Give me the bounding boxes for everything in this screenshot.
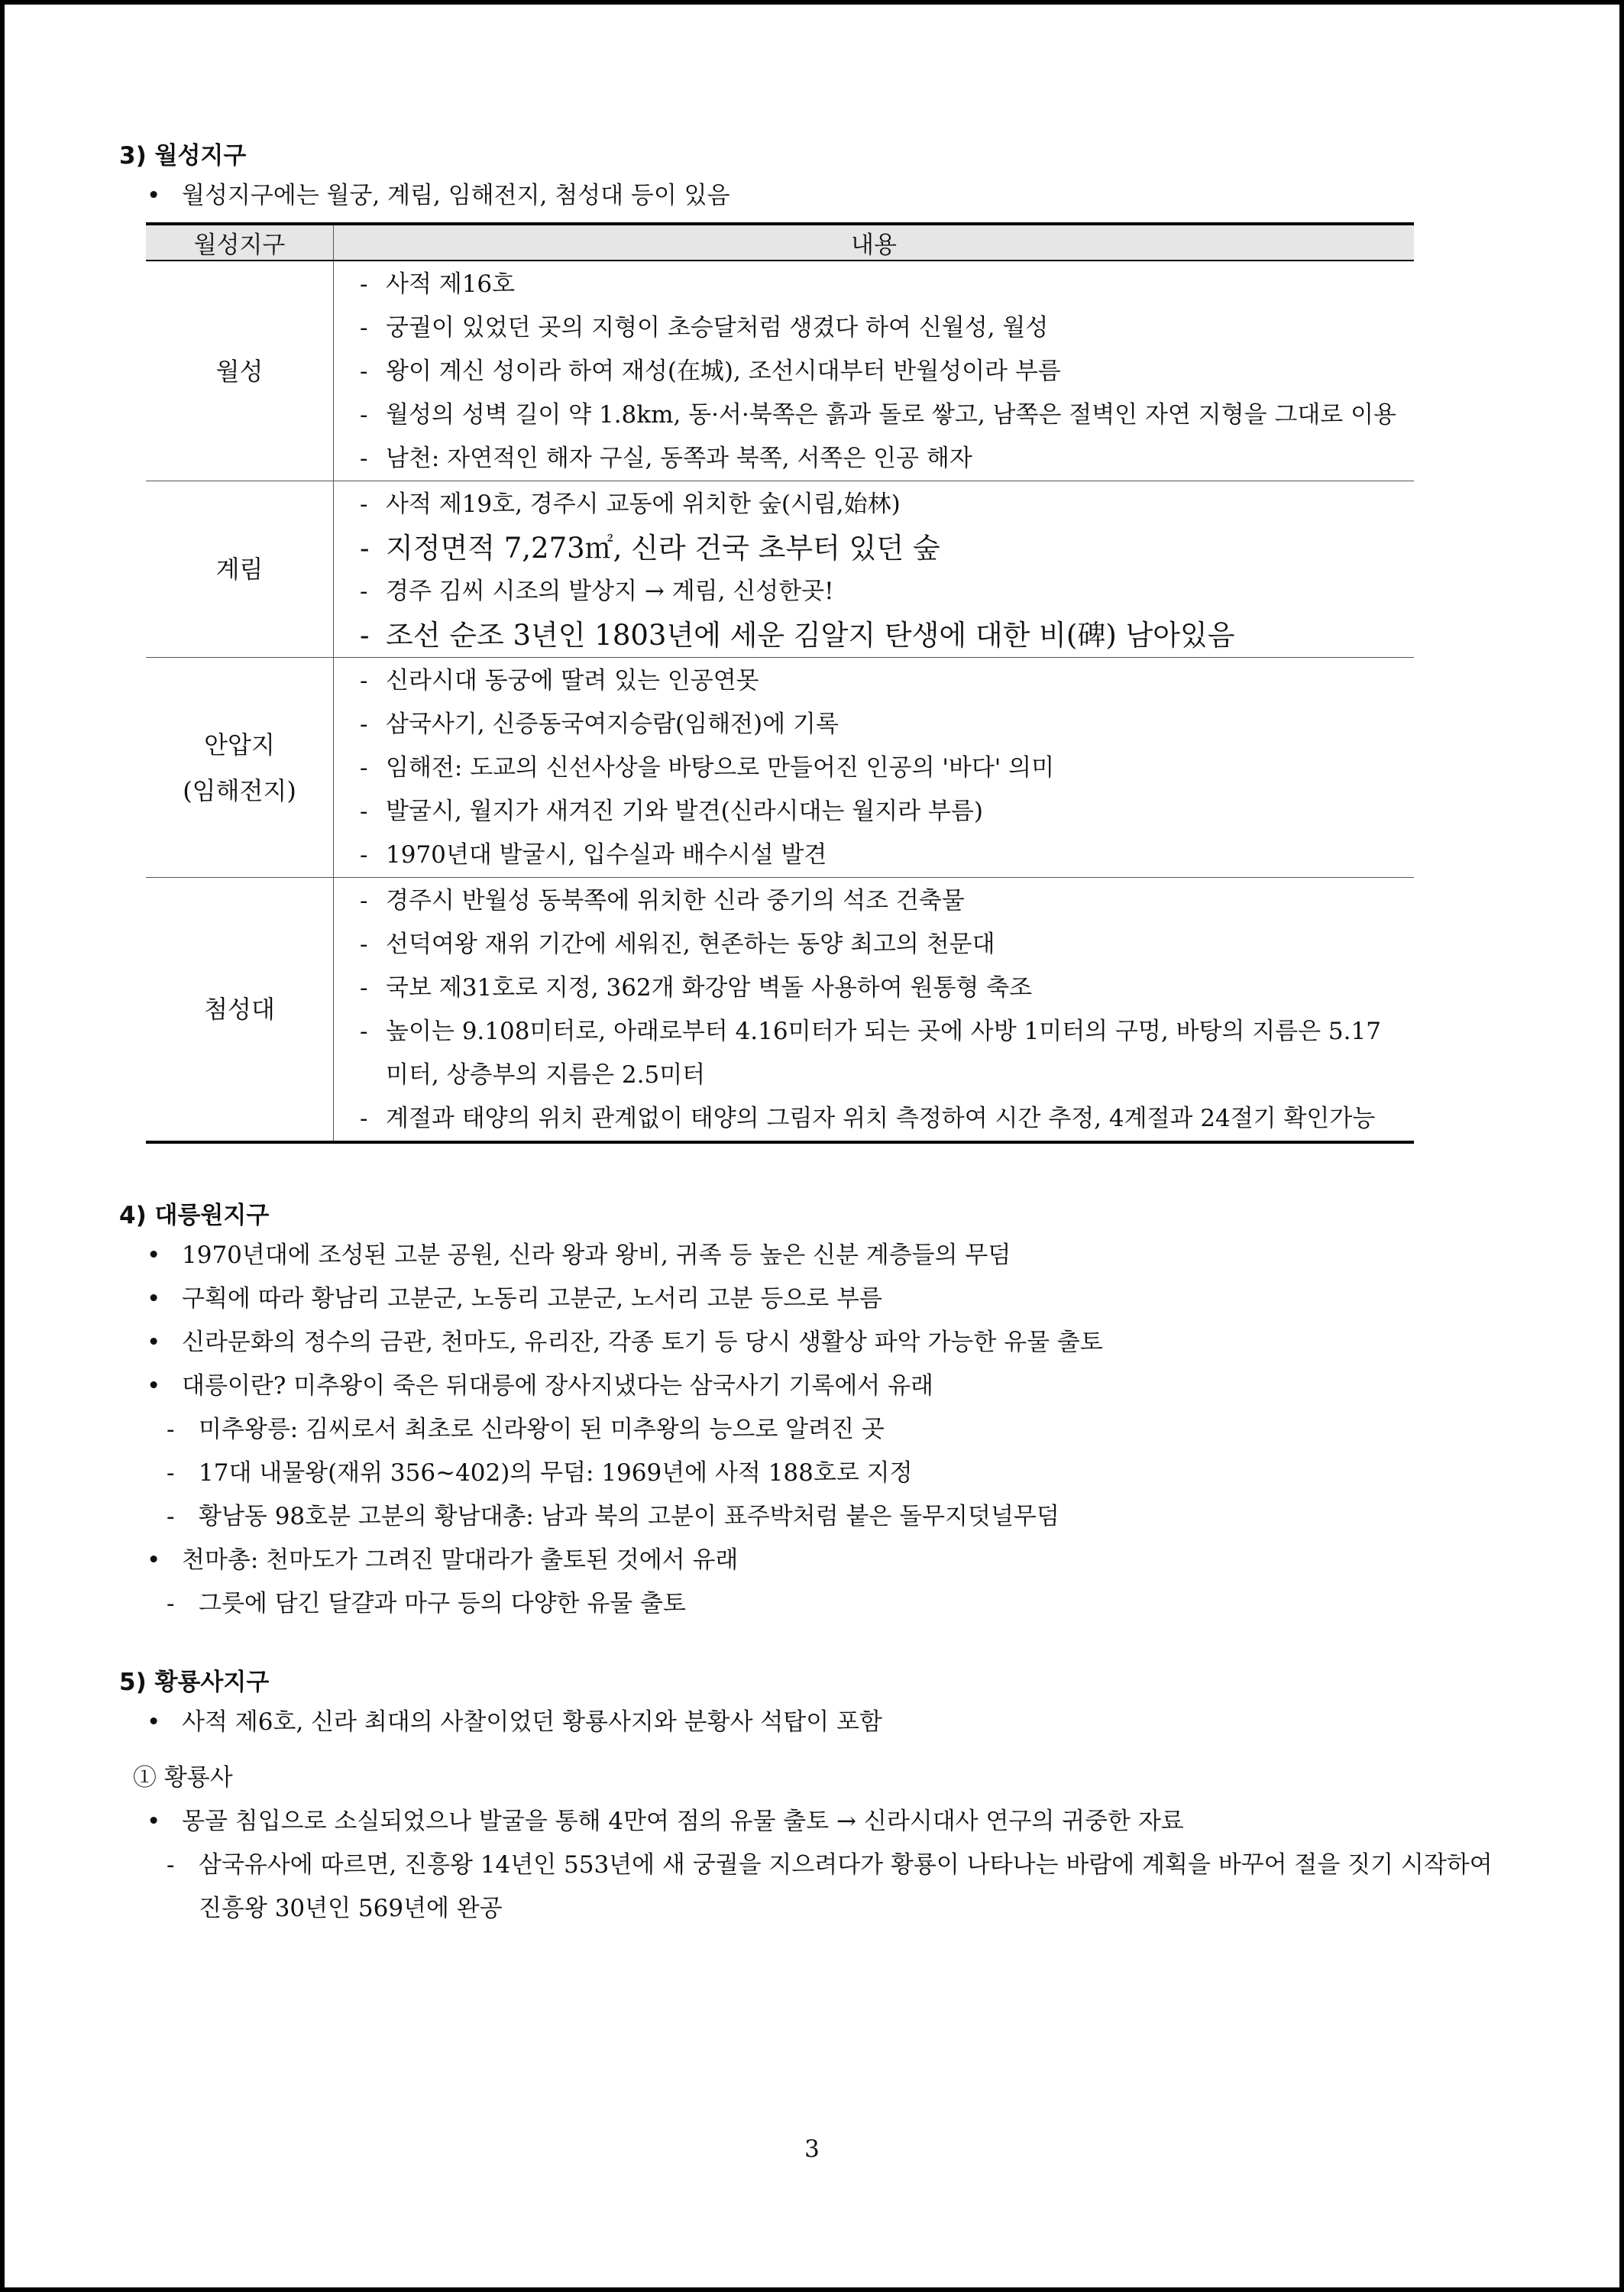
content-line: - 삼국사기, 신증동국여지승람(임해전)에 기록 [360,711,839,738]
table-row [146,481,1414,658]
table-row [146,658,1414,878]
list-item: • 구획에 따라 황남리 고분군, 노동리 고분군, 노서리 고분 등으로 부름 [119,1277,1494,1321]
row-name-wolseong: 월성 [146,261,334,481]
row-name-anapji [146,658,334,878]
section-5-intro: • 사적 제6호, 신라 최대의 사찰이었던 황룡사지와 분황사 석탑이 포함 [119,1701,1494,1744]
content-line: - 궁궐이 있었던 곳의 지형이 초승달처럼 생겼다 하여 신월성, 월성 [360,314,1049,342]
content-line: - 월성의 성벽 길이 약 1.8km, 동·서·북쪽은 흙과 돌로 쌓고, 남쪽은 절벽인 자연 지형을 그대로 이용 [360,401,1396,429]
content-line: - 1970년대 발굴시, 입수실과 배수시설 발견 [360,841,827,869]
row-name-line: 안압지 [204,730,275,759]
sub-item: - 그릇에 담긴 달걀과 마구 등의 다양한 유물 출토 [167,1590,686,1617]
section-4-heading: 4) 대릉원지구 [119,1202,270,1229]
row-content-wolseong [334,261,1415,481]
table-header-district: 월성지구 [146,224,334,261]
list-item: • 천마총: 천마도가 그려진 말대라가 출토된 것에서 유래 [119,1539,1494,1582]
content-line: - 임해전: 도교의 신선사상을 바탕으로 만들어진 인공의 '바다' 의미 [360,754,1055,782]
item-title-hwangnyongsa: ① 황룡사 [133,1764,233,1792]
wolseong-table [146,222,1414,1144]
content-line: - 발굴시, 월지가 새겨진 기와 발견(신라시대는 월지라 부름) [360,798,983,825]
list-item: • 몽골 침입으로 소실되었으나 발굴을 통해 4만여 점의 유물 출토 → 신라시대사 연구의 귀중한 자료 [119,1800,1494,1844]
content-line: - 신라시대 동궁에 딸려 있는 인공연못 [360,667,759,694]
sub-item: - 황남동 98호분 고분의 황남대총: 남과 북의 고분이 표주박처럼 붙은 돌무지덧널무덤 [167,1503,1059,1530]
content-line: - 경주 김씨 시조의 발상지 → 계림, 신성한곳! [360,578,834,605]
section-3-intro: • 월성지구에는 월궁, 계림, 임해전지, 첨성대 등이 있음 [119,174,1494,218]
row-content-cheomseongdae [334,878,1415,1143]
row-name-gyerim: 계림 [146,481,334,658]
content-line: - 사적 제16호 [360,270,516,298]
table-header-row [146,224,1414,261]
content-line: - 지정면적 7,273㎡, 신라 건국 초부터 있던 숲 [360,532,940,565]
content-line: - 조선 순조 3년인 1803년에 세운 김알지 탄생에 대한 비(碑) 남아있음 [360,619,1235,652]
row-content-anapji [334,658,1415,878]
document-body [119,138,1494,1931]
sub-item: - 미추왕릉: 김씨로서 최초로 신라왕이 된 미추왕의 능으로 알려진 곳 [167,1416,885,1443]
row-name-line: (임해전지) [183,775,296,805]
row-content-gyerim [334,481,1415,658]
content-line: - 높이는 9.108미터로, 아래로부터 4.16미터가 되는 곳에 사방 1미터의 구멍, 바탕의 지름은 5.17미터, 상층부의 지름은 2.5미터 [360,1018,1381,1089]
content-line: - 남천: 자연적인 해자 구실, 동쪽과 북쪽, 서쪽은 인공 해자 [360,445,972,472]
content-line: - 선덕여왕 재위 기간에 세워진, 현존하는 동양 최고의 천문대 [360,931,995,958]
page-number: 3 [804,2135,820,2163]
list-item: • 대릉이란? 미추왕이 죽은 뒤대릉에 장사지냈다는 삼국사기 기록에서 유래 [119,1365,1494,1408]
list-item: • 신라문화의 정수의 금관, 천마도, 유리잔, 각종 토기 등 당시 생활상 파악 가능한 유물 출토 [119,1321,1494,1365]
table-row [146,878,1414,1143]
section-3-heading: 3) 월성지구 [119,142,247,170]
table-row [146,261,1414,481]
sub-item: - 17대 내물왕(재위 356~402)의 무덤: 1969년에 사적 188호로 지정 [167,1459,913,1487]
section-5-heading: 5) 황룡사지구 [119,1669,270,1696]
content-line: - 국보 제31호로 지정, 362개 화강암 벽돌 사용하여 원통형 축조 [360,974,1033,1002]
content-line: - 경주시 반월성 동북쪽에 위치한 신라 중기의 석조 건축물 [360,887,965,915]
table-header-content: 내용 [334,224,1415,261]
content-line: - 왕이 계신 성이라 하여 재성(在城), 조선시대부터 반월성이라 부름 [360,358,1061,385]
row-name-cheomseongdae: 첨성대 [146,878,334,1143]
content-line: - 계절과 태양의 위치 관계없이 태양의 그림자 위치 측정하여 시간 추정, 4계절과 24절기 확인가능 [360,1105,1376,1132]
sub-item: - 삼국유사에 따르면, 진흥왕 14년인 553년에 새 궁궐을 지으려다가 황룡이 나타나는 바람에 계획을 바꾸어 절을 짓기 시작하여 진흥왕 30년인 569년에 완공 [167,1851,1493,1922]
content-line: - 사적 제19호, 경주시 교동에 위치한 숲(시림,始林) [360,490,901,518]
list-item: • 1970년대에 조성된 고분 공원, 신라 왕과 왕비, 귀족 등 높은 신분 계층들의 무덤 [119,1234,1494,1277]
